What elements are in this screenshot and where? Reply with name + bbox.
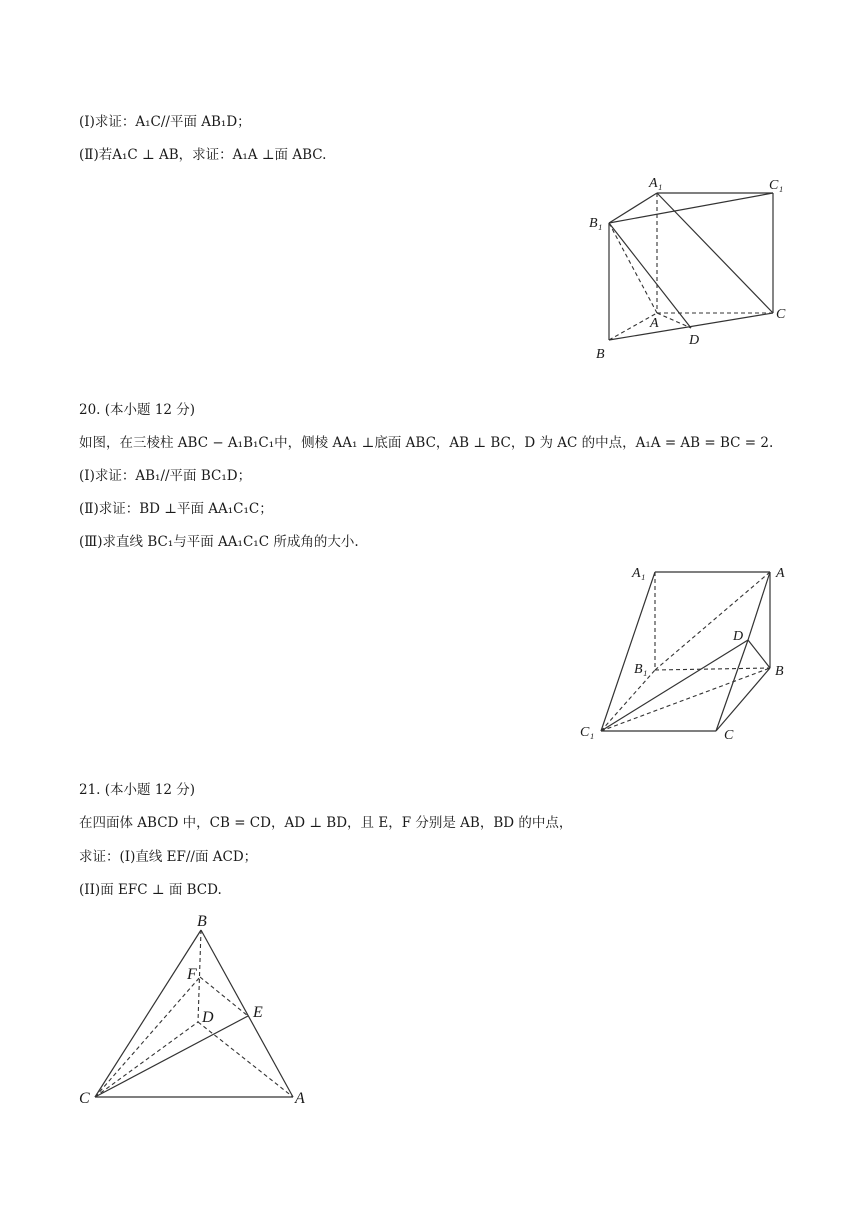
- fig1-label-A1: A₁: [649, 176, 663, 191]
- fig1-label-C: C: [776, 307, 786, 322]
- fig2-label-A: A: [776, 566, 785, 581]
- fig3-label-B: B: [197, 913, 207, 930]
- figure-tetrahedron: [70, 905, 320, 1110]
- fig2-label-C1: C₁: [580, 725, 595, 740]
- fig3-label-F: F: [187, 966, 197, 983]
- fig1-label-A: A: [650, 316, 659, 331]
- fig2-label-A1: A₁: [632, 566, 646, 581]
- q21-part1: 求证：(I)直线 EF//面 ACD；: [79, 849, 258, 865]
- fig2-label-C: C: [724, 728, 734, 743]
- figure-prism-1: [580, 168, 810, 368]
- q21-part2: (II)面 EFC ⊥ 面 BCD.: [79, 882, 222, 898]
- q21-stem: 在四面体 ABCD 中，CB = CD，AD ⊥ BD，且 E，F 分别是 AB，BD 的中点，: [79, 815, 573, 831]
- q20-part1: (Ⅰ)求证：AB₁//平面 BC₁D；: [79, 468, 252, 484]
- fig2-label-D: D: [733, 629, 744, 644]
- q20-part3: (Ⅲ)求直线 BC₁与平面 AA₁C₁C 所成角的大小.: [79, 534, 359, 550]
- fig1-label-B1: B₁: [589, 216, 603, 231]
- q19-part1: (Ⅰ)求证：A₁C//平面 AB₁D；: [79, 114, 251, 130]
- q20-header: 20. (本小题 12 分): [79, 402, 196, 418]
- fig2-label-B: B: [775, 664, 784, 679]
- fig2-label-B1: B₁: [634, 662, 648, 677]
- fig1-label-D: D: [689, 333, 700, 348]
- fig1-label-C1: C₁: [769, 178, 784, 193]
- q19-part2: (Ⅱ)若A₁C ⊥ AB，求证：A₁A ⊥面 ABC.: [79, 147, 327, 163]
- fig3-label-C: C: [79, 1090, 90, 1107]
- fig3-label-E: E: [253, 1004, 263, 1021]
- q20-part2: (Ⅱ)求证：BD ⊥平面 AA₁C₁C；: [79, 501, 273, 517]
- fig1-label-B: B: [596, 347, 605, 362]
- figure-prism-2: [570, 555, 810, 750]
- q20-stem: 如图，在三棱柱 ABC − A₁B₁C₁中，侧棱 AA₁ ⊥底面 ABC，AB ⊥ BC，D 为 AC 的中点，A₁A = AB = BC = 2.: [79, 435, 774, 451]
- fig3-label-A: A: [295, 1090, 305, 1107]
- fig3-label-D: D: [202, 1009, 214, 1026]
- q21-header: 21. (本小题 12 分): [79, 782, 196, 798]
